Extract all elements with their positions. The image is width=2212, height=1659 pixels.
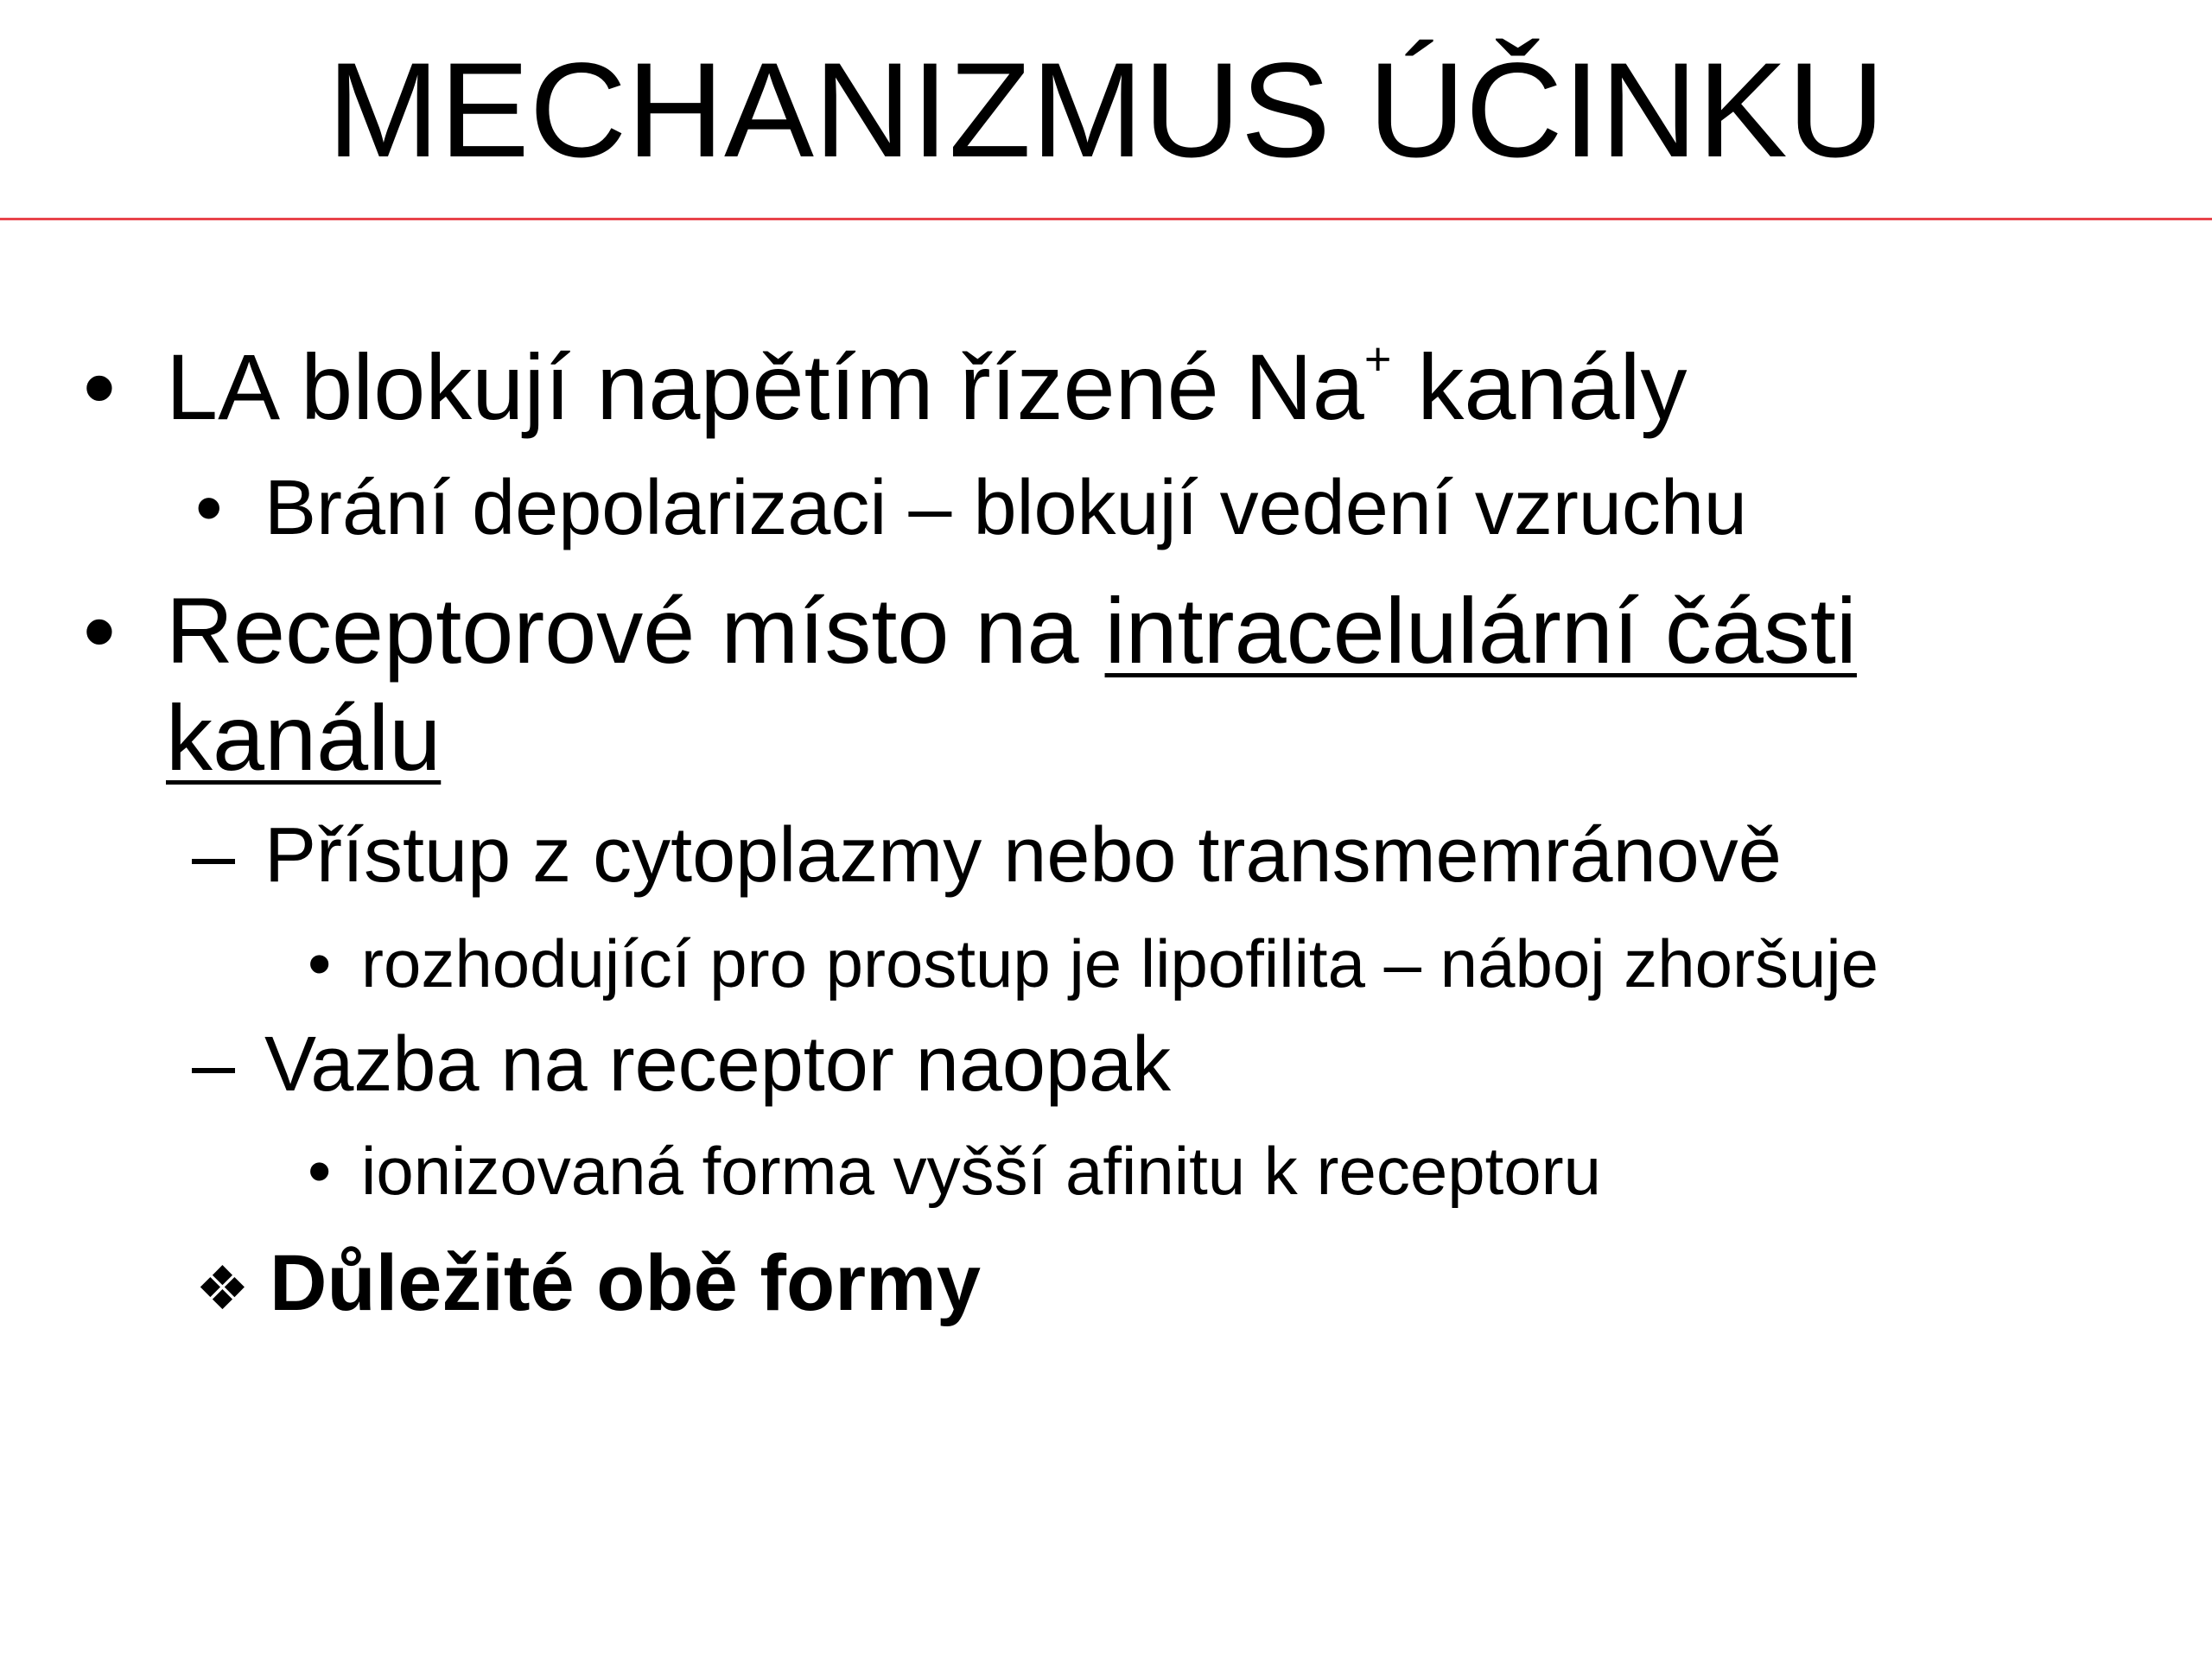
dash-icon: – — [192, 812, 236, 899]
diamond-bullet-icon: ❖ — [195, 1253, 250, 1324]
slide-title: MECHANIZMUS ÚČINKU — [327, 35, 1885, 186]
text-plain: Receptorové místo na — [166, 578, 1105, 683]
bullet-text-receptorove-misto-cont — [166, 684, 441, 791]
text-underlined: intracelulární části — [1104, 578, 1857, 683]
bullet-text-receptorove-misto — [166, 577, 1857, 684]
bullet-icon: • — [83, 334, 116, 439]
bullet-text-vazba: Vazba na receptor naopak — [264, 1021, 1172, 1108]
bullet-text-brani-depolarizaci: Brání depolarizaci – blokují vedení vzruchu — [264, 465, 1747, 551]
superscript-plus: + — [1363, 333, 1392, 385]
bullet-text-rozhodujici: rozhodující pro prostup je lipofilita – náboj zhoršuje — [361, 925, 1879, 1001]
bullet-icon: • — [83, 578, 116, 683]
dash-icon: – — [192, 1021, 236, 1108]
note-text-dulezite: Důležité obě formy — [270, 1239, 982, 1327]
text-underlined-line2: kanálu — [166, 685, 442, 790]
bullet-text-pristup: Přístup z cytoplazmy nebo transmemránově — [264, 812, 1782, 899]
bullet-text-la-blokuji — [166, 334, 1688, 441]
text-suffix: kanály — [1391, 334, 1688, 439]
bullet-text-ionizovana: ionizovaná forma vyšší afinitu k receptoru — [361, 1133, 1602, 1209]
text-main: LA blokují napětím řízené Na — [166, 334, 1364, 439]
bullet-icon: • — [195, 465, 223, 551]
bullet-icon: • — [308, 925, 332, 1001]
title-divider — [0, 218, 2212, 220]
bullet-icon: • — [308, 1133, 332, 1209]
